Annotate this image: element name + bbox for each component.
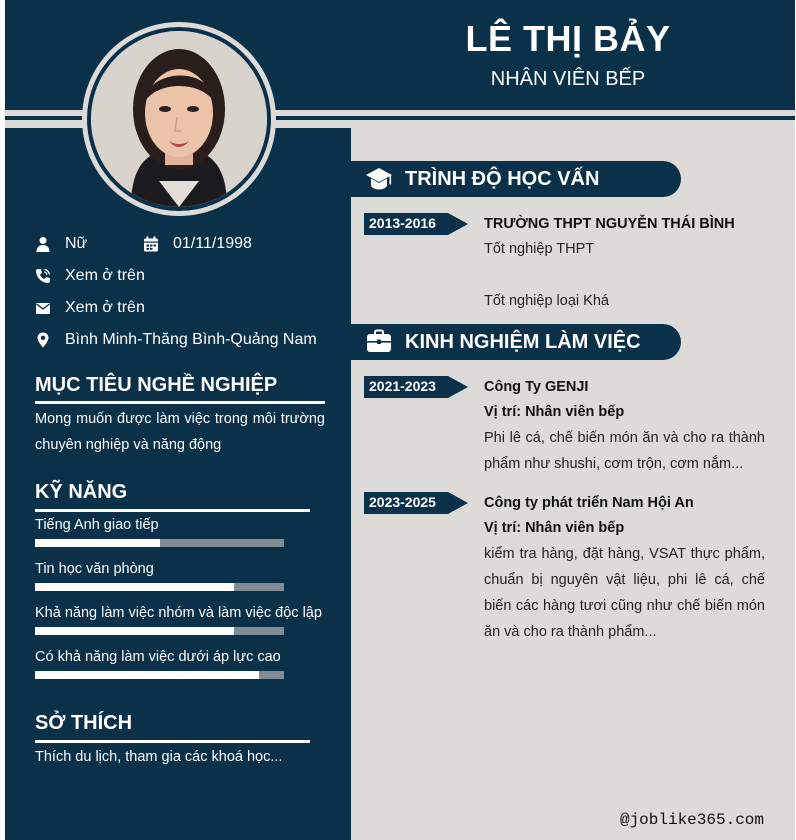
address-row — [35, 331, 317, 349]
resume-page — [5, 0, 795, 840]
period-tag — [364, 492, 468, 514]
skill-bar-fill — [35, 539, 160, 547]
envelope-icon — [35, 300, 51, 316]
gender-value: Nữ — [65, 235, 88, 252]
skill-bar — [35, 583, 284, 591]
birthdate-value: 01/11/1998 — [173, 235, 252, 252]
avatar-portrait-icon — [91, 31, 267, 207]
objective-text: Mong muốn được làm việc trong môi trường chuyên nghiệp và năng động — [35, 411, 325, 453]
skill-bar — [35, 627, 284, 635]
experience-period: 2023-2025 — [369, 494, 436, 510]
education-school: TRƯỜNG THPT NGUYỄN THÁI BÌNH — [484, 216, 735, 232]
skill-bar — [35, 671, 284, 679]
objective-heading: MỤC TIÊU NGHỀ NGHIỆP — [35, 374, 278, 396]
skill-bar-fill — [35, 583, 234, 591]
period-tag — [364, 376, 468, 398]
gender-row — [35, 235, 87, 253]
birthdate-row — [143, 235, 252, 253]
skill-label: Khả năng làm việc nhóm và làm việc độc lập — [35, 605, 322, 621]
avatar-frame — [82, 22, 276, 216]
user-icon — [35, 236, 51, 252]
experience-description: kiểm tra hàng, đặt hàng, VSAT thực phẩm, chuẩn bị nguyên vật liệu, phi lê cá, chế biến các hàng tươi cũng như chế biến món ăn và cho ra thành phẩm... — [484, 546, 765, 640]
calendar-icon — [143, 236, 159, 252]
education-period: 2013-2016 — [369, 215, 436, 231]
skill-bar-fill — [35, 671, 259, 679]
phone-icon — [35, 268, 51, 284]
education-note: Tốt nghiệp loại Khá — [484, 293, 609, 309]
experience-position: Vị trí: Nhân viên bếp — [484, 404, 625, 420]
avatar — [91, 31, 267, 207]
hobbies-rule — [35, 740, 310, 743]
experience-heading-pill — [351, 324, 681, 360]
experience-company: Công ty phát triển Nam Hội An — [484, 495, 694, 511]
graduation-cap-icon — [365, 166, 393, 192]
skill-label: Có khả năng làm việc dưới áp lực cao — [35, 649, 281, 665]
experience-heading: KINH NGHIỆM LÀM VIỆC — [405, 331, 641, 353]
skills-heading: KỸ NĂNG — [35, 481, 128, 503]
experience-company: Công Ty GENJI — [484, 379, 589, 395]
skill-label: Tiếng Anh giao tiếp — [35, 517, 159, 533]
phone-row — [35, 267, 145, 285]
address-value: Bình Minh-Thăng Bình-Quảng Nam — [65, 331, 317, 348]
hobbies-heading: SỞ THÍCH — [35, 712, 133, 734]
hobbies-text: Thích du lịch, tham gia các khoá học... — [35, 749, 283, 765]
period-tag — [364, 213, 468, 235]
email-value: Xem ở trên — [65, 299, 145, 316]
skill-label: Tin học văn phòng — [35, 561, 154, 577]
watermark-text: @joblike365.com — [619, 811, 764, 829]
email-row — [35, 299, 145, 317]
experience-description: Phi lê cá, chế biến món ăn và cho ra thành phẩm như shushi, cơm trộn, cơm nắm... — [484, 430, 765, 472]
briefcase-icon — [365, 329, 393, 355]
education-degree: Tốt nghiệp THPT — [484, 241, 595, 257]
job-title: NHÂN VIÊN BẾP — [490, 68, 646, 90]
skill-bar — [35, 539, 284, 547]
skills-rule — [35, 509, 310, 512]
experience-position: Vị trí: Nhân viên bếp — [484, 520, 625, 536]
objective-rule — [35, 401, 325, 404]
education-heading-pill — [351, 161, 681, 197]
location-pin-icon — [35, 332, 51, 348]
candidate-name: LÊ THỊ BẢY — [465, 18, 671, 59]
experience-period: 2021-2023 — [369, 378, 436, 394]
phone-value: Xem ở trên — [65, 267, 145, 284]
education-heading: TRÌNH ĐỘ HỌC VẤN — [405, 168, 600, 190]
skill-bar-fill — [35, 627, 234, 635]
